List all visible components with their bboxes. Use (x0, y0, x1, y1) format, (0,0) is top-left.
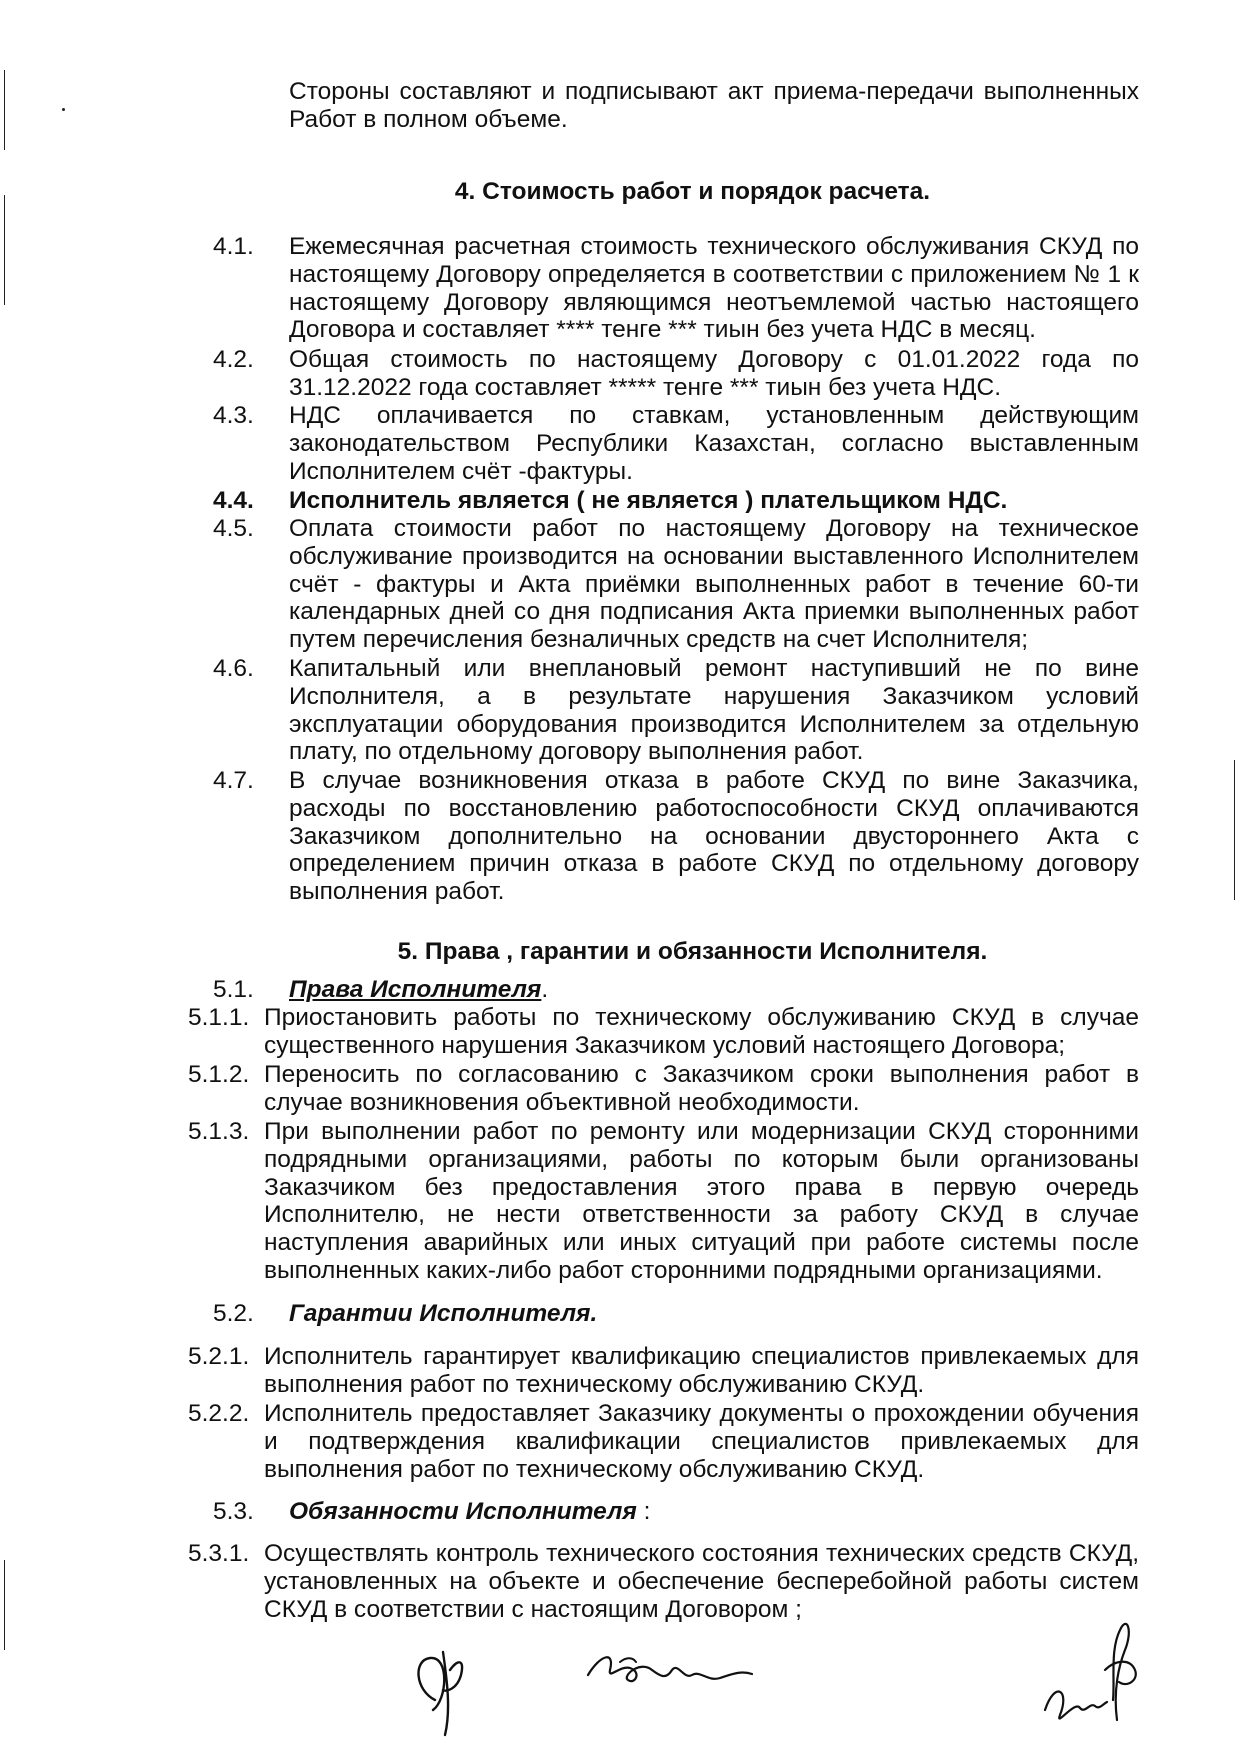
clause-4-6 (213, 655, 1139, 767)
clause-text: Осуществлять контроль технического состояния технических средств СКУД, установленных на объекте и обеспечение бесперебойной работы систем СКУД в соответствии с настоящим Договором ; (264, 1540, 1139, 1623)
clause-4-1 (213, 233, 1139, 345)
clause-text: Исполнитель является ( не является ) плательщиком НДС. (289, 487, 1008, 514)
subsection-suffix: : (636, 1498, 651, 1525)
clause-number: 5.2.2. (188, 1400, 250, 1427)
clause-number: 4.1. (213, 233, 254, 260)
clause-text: Исполнитель предоставляет Заказчику документы о прохождении обучения и подтверждения квалификации специалистов привлекаемых для выполнения работ по техническому обслуживанию СКУД. (264, 1400, 1139, 1483)
clause-text: Приостановить работы по техническому обслуживанию СКУД в случае существенного нарушения Заказчиком условий настоящего Договора; (264, 1004, 1139, 1059)
subsection-title: Обязанности Исполнителя (289, 1498, 637, 1525)
clause-5-1-3 (188, 1118, 1139, 1286)
scan-edge-mark (4, 70, 5, 150)
clause-number: 4.6. (213, 655, 254, 682)
scan-dot (62, 108, 65, 111)
clause-4-7 (213, 767, 1139, 907)
section-4-heading: 4. Стоимость работ и порядок расчета. (454, 178, 931, 205)
clause-5-1-2 (188, 1061, 1139, 1117)
clause-4-3 (213, 402, 1139, 486)
clause-text: Переносить по согласованию с Заказчиком сроки выполнения работ в случае возникновения объективной необходимости. (264, 1061, 1139, 1116)
subsection-title: Гарантии Исполнителя. (289, 1300, 598, 1327)
clause-4-2 (213, 346, 1139, 402)
subsection-number: 5.1. (213, 976, 254, 1003)
clause-5-1-1 (188, 1004, 1139, 1060)
intro-paragraph: Стороны составляют и подписывают акт приема-передачи выполненных Работ в полном объеме. (289, 78, 1139, 133)
scan-edge-mark (4, 1560, 5, 1650)
clause-4-5 (213, 515, 1139, 655)
signature-right (1035, 1610, 1165, 1740)
scan-edge-mark (4, 195, 5, 305)
clause-text: Капитальный или внеплановый ремонт наступивший не по вине Исполнителя, а в результате нарушения Заказчиком условий эксплуатации оборудования производится Исполнителем за отдельную плату, по отдельному договору выполнения работ. (289, 655, 1139, 766)
clause-number: 5.1.2. (188, 1061, 250, 1088)
clause-number: 4.4. (213, 487, 254, 514)
subsection-title: Права Исполнителя (289, 976, 542, 1003)
clause-text: НДС оплачивается по ставкам, установленным действующим законодательством Республики Казахстан, согласно выставленным Исполнителем счёт -фактуры. (289, 402, 1139, 485)
clause-text: Оплата стоимости работ по настоящему Договору на техническое обслуживание производится на основании выставленного Исполнителем счёт - фактуры и Акта приёмки выполненных работ в течение 60-ти календарных дней со дня подписания Акта приемки выполненных работ путем перечисления безналичных средств на счет Исполнителя; (289, 515, 1139, 654)
clause-number: 4.5. (213, 515, 254, 542)
subsection-number: 5.3. (213, 1498, 254, 1525)
clause-number: 5.1.3. (188, 1118, 250, 1145)
clause-text: При выполнении работ по ремонту или модернизации СКУД сторонними подрядными организациями, работы по которым были организованы Заказчиком без предоставления этого права в первую очередь Исполнителю, не нести ответственности за работу СКУД в случае наступления аварийных или иных ситуаций при работе системы после выполненных каких-либо работ сторонними подрядными организациями. (264, 1118, 1139, 1284)
clause-number: 5.2.1. (188, 1343, 250, 1370)
subsection-5-2 (213, 1300, 1139, 1328)
signature-left (395, 1630, 505, 1740)
subsection-suffix: . (541, 976, 549, 1003)
clause-number: 5.1.1. (188, 1004, 250, 1031)
clause-5-3-1 (188, 1540, 1139, 1624)
subsection-5-1 (213, 976, 1139, 1004)
clause-number: 4.3. (213, 402, 254, 429)
clause-text: Общая стоимость по настоящему Договору с 01.01.2022 года по 31.12.2022 года составляет ***** тенге *** тиын без учета НДС. (289, 346, 1139, 401)
clause-number: 4.2. (213, 346, 254, 373)
subsection-number: 5.2. (213, 1300, 254, 1327)
clause-text: В случае возникновения отказа в работе СКУД по вине Заказчика, расходы по восстановлению работоспособности СКУД оплачиваются Заказчиком дополнительно на основании двустороннего Акта с определением причин отказа в работе СКУД по отдельному договору выполнения работ. (289, 767, 1139, 906)
clause-5-2-1 (188, 1343, 1139, 1399)
scan-edge-mark (1234, 760, 1235, 900)
clause-number: 5.3.1. (188, 1540, 250, 1567)
clause-4-4 (213, 487, 1139, 515)
clause-number: 4.7. (213, 767, 254, 794)
section-5-heading: 5. Права , гарантии и обязанности Исполнителя. (397, 938, 988, 965)
clause-5-2-2 (188, 1400, 1139, 1484)
signature-middle (580, 1640, 760, 1700)
subsection-5-3 (213, 1498, 1139, 1526)
clause-text: Исполнитель гарантирует квалификацию специалистов привлекаемых для выполнения работ по техническому обслуживанию СКУД. (264, 1343, 1139, 1398)
clause-text: Ежемесячная расчетная стоимость технического обслуживания СКУД по настоящему Договору определяется в соответствии с приложением № 1 к настоящему Договору являющимся неотъемлемой частью настоящего Договора и составляет **** тенге *** тиын без учета НДС в месяц. (289, 233, 1139, 344)
